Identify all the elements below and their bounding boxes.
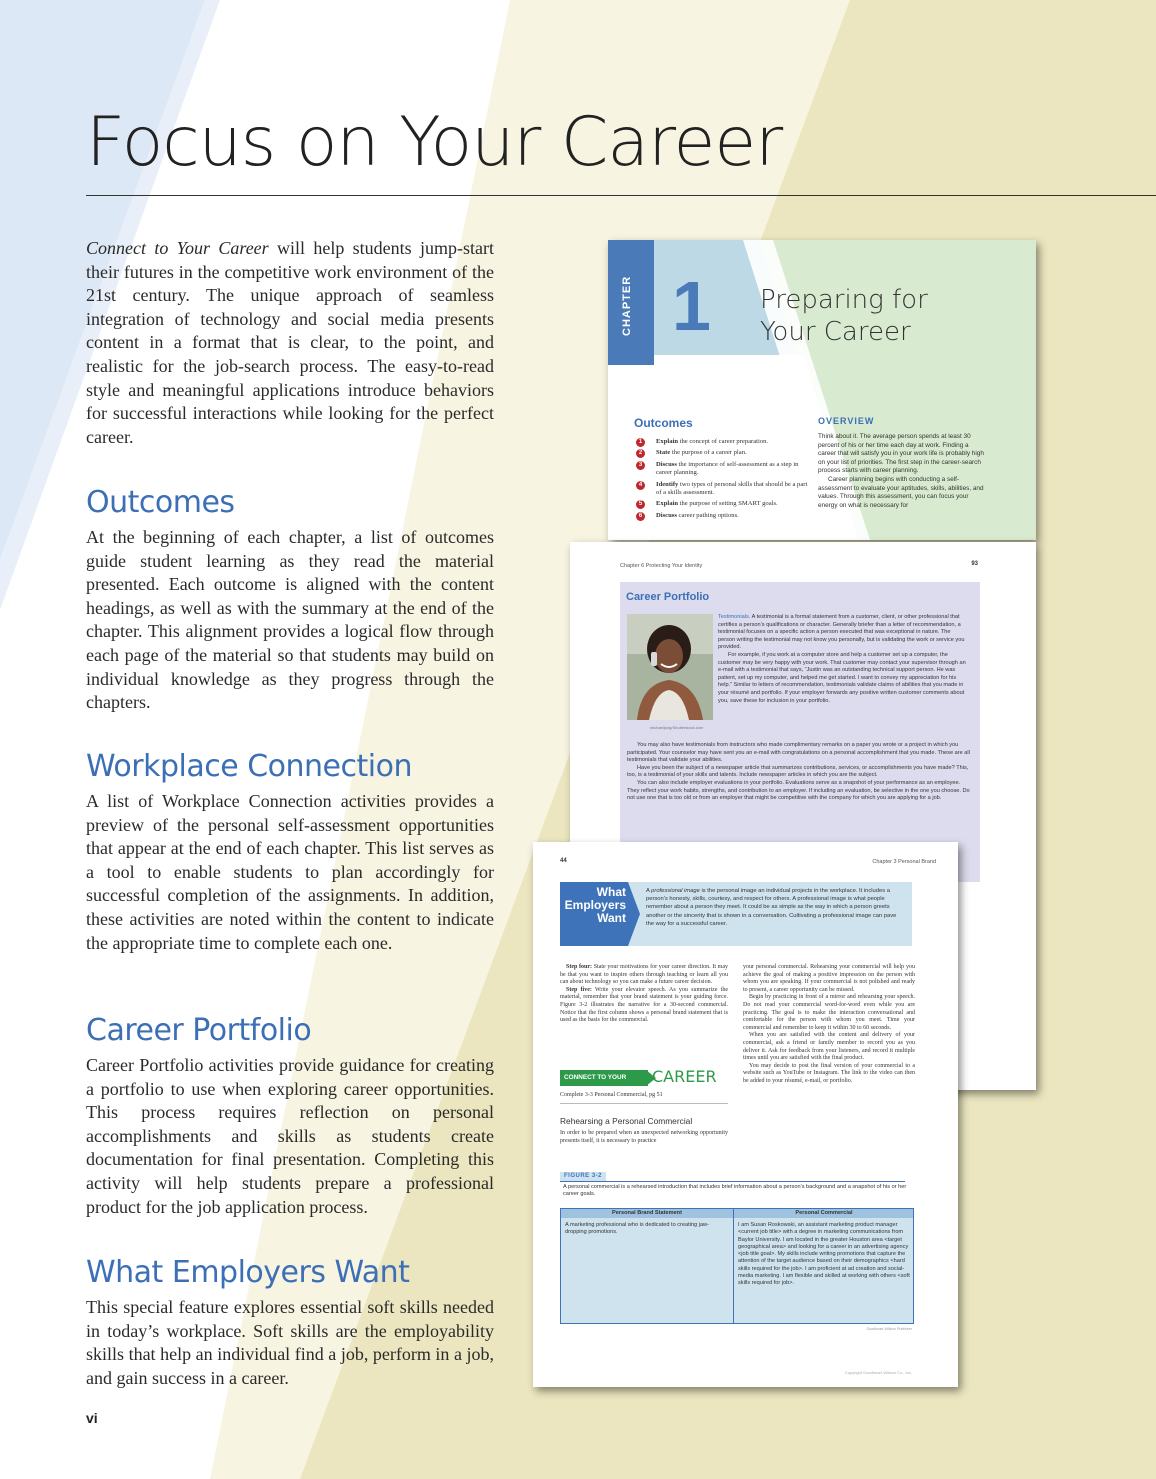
outcome-number-badge: 6	[636, 512, 645, 521]
connect-career-word: CAREER	[652, 1067, 717, 1086]
table-header-brand: Personal Brand Statement	[612, 1210, 682, 1216]
step-four-text: State your motivations for your career direction. It may be that you want to inspire others through teaching or learn all you can about technology so you can make a future career decision.	[560, 964, 728, 986]
figure-table	[560, 1208, 914, 1324]
outcome-verb: Explain	[656, 500, 678, 508]
rehearsing-intro: In order to be prepared when an unexpected networking opportunity presents itself, it is necessary to practice	[560, 1130, 728, 1144]
sample-page-chapter-opener	[608, 240, 1036, 540]
portfolio-paragraph-5: You can also include employer evaluations in your portfolio. Evaluations serve as a snapshot of your performance as an employee. They reflect your work habits, strengths, and contribution to an employer. If including an evaluation, be selective in the one you choose. Do not use one that is too old or from an employer that might be competitive with the company for which you are applying for a job.	[627, 779, 970, 802]
outcome-number-badge: 2	[636, 449, 645, 458]
chapter-title-line-1: Preparing for	[760, 285, 928, 315]
column-2-paragraph-2: Begin by practicing in front of a mirror and rehearsing your speech. Do not read your commercial word-for-word even while you are practicing. The goal is to make the interaction conversational and comfortable for the person with whom you meet. Time your commercial and remember to keep it within 30 to 60 seconds.	[743, 994, 915, 1031]
section-heading-career-portfolio: Career Portfolio	[86, 1013, 312, 1048]
overview-paragraph-1: Think about it. The average person spends at least 30 percent of his or her time each day at work. Finding a career that will satisfy you in your work life is probably high on your list of priorities. The first step in the career-search process starts with career planning.	[818, 433, 984, 475]
figure-label: FIGURE 3-2	[560, 1172, 606, 1181]
portfolio-paragraph-4: Have you been the subject of a newspaper article that summarizes contributions, services, or accomplishments you have made? This, too, is a testimonial of your skills and talents. Include newspaper articles in which you are the subject.	[627, 764, 969, 779]
outcome-number-badge: 3	[636, 461, 645, 470]
page-title: Focus on Your Career	[86, 103, 783, 182]
copyright-line: Copyright Goodheart-Willcox Co., Inc.	[844, 1370, 912, 1375]
chapter-number: 1	[672, 267, 711, 345]
page-folio: vi	[86, 1410, 98, 1426]
person-on-phone-illustration	[627, 614, 713, 720]
step-five-text: Write your elevator speech. As you summarize the material, remember that your brand statement is your guiding force. Figure 3-2 illustrates the narrative for a 30-second commercial. Notice that the first column shows a personal brand statement that is used as the basis for the commercial.	[560, 986, 728, 1024]
table-cell-brand-statement: A marketing professional who is dedicated to creating jaw-dropping promotions.	[565, 1222, 709, 1235]
wew-term: professional image	[651, 888, 700, 894]
portfolio-paragraph-1: A testimonial is a formal statement from a customer, client, or other professional that certifies a person’s qualifications or character. Generally briefer than a letter of recommendation, a testimonial focuses on a specific action a person executed that was exceptional in nature. The person writing the testimonial may not know you personally, but is validating the work or service you provided.	[718, 614, 965, 651]
wew-label-line-1: What	[596, 885, 626, 899]
title-rule	[86, 195, 1156, 196]
step-four-label: Step four:	[566, 964, 593, 970]
portfolio-bottom-text	[627, 742, 973, 803]
what-employers-want-box	[560, 882, 912, 946]
wew-label-line-3: Want	[597, 911, 626, 925]
outcome-text: two types of personal skills that should be a part of a skills assessment.	[656, 480, 808, 497]
outcome-text: the purpose of a career plan.	[670, 449, 747, 457]
career-portfolio-box	[620, 582, 980, 882]
chapter-label: CHAPTER	[621, 275, 633, 336]
portfolio-paragraph-2: For example, if you work at a computer store and help a customer set up a computer, the customer may be very happy with your work. That customer may contact your supervisor through an e-mail with a testimonial that says, “Justin was an outstanding technical support person. He was patient, set up my computer, and helped me get started. I want to convey my appreciation for his help.” Similar to letters of recommendation, testimonials validate claims of abilities that you made in your résumé and portfolio. If your employer forwards any positive written customer comments about you, save these for inclusion in your portfolio.	[718, 651, 966, 704]
overview-paragraph-2: Career planning begins with conducting a self-assessment to evaluate your aptitudes, skills, abilities, and values. Through this assessment, you can focus your energy on what is necessary for	[818, 475, 984, 509]
connect-reference: Complete 3-3 Personal Commercial, pg 51	[560, 1092, 728, 1104]
outcomes-heading: Outcomes	[634, 416, 693, 430]
figure-label-rule	[560, 1172, 905, 1182]
intro-paragraph	[86, 237, 494, 449]
wew-label	[564, 886, 626, 925]
outcome-verb: Explain	[656, 438, 678, 445]
outcome-item	[636, 461, 808, 478]
portfolio-paragraph-3: You may also have testimonials from instructors who made complimentary remarks on a paper you wrote or a project in which you participated. Your counselor may have sent you an e-mail with congratulations on a personal accomplishment that you made. These are all testimonials that validate your abilities.	[627, 742, 970, 764]
outcome-verb: Discuss	[656, 460, 677, 468]
outcome-item	[636, 438, 808, 446]
column-2-text	[743, 964, 915, 1086]
outcome-item	[636, 500, 808, 508]
running-head: Chapter 3 Personal Brand	[872, 859, 936, 865]
column-2-paragraph-1: your personal commercial. Rehearsing your commercial will help you achieve the goal of making a positive impression on the person with whom you are speaking. If your commercial is not polished and ready to present, a career opportunity can be missed.	[743, 964, 915, 993]
section-heading-what-employers-want: What Employers Want	[86, 1255, 410, 1290]
section-body-workplace-connection: A list of Workplace Connection activities provides a preview of the personal self-assessment opportunities that appear at the end of each chapter. This list serves as a tool to enable students to plan accordingly for successful completion of the assignments. In addition, these activities are noted within the content to indicate the appropriate time to complete each one.	[86, 791, 494, 953]
wew-text	[646, 887, 904, 928]
outcome-text: the importance of self-assessment as a step in career planning.	[656, 460, 799, 477]
table-cell-commercial: I am Susan Roskowski, an assistant marketing product manager <current job title> with a degree in marketing communications from Baylor University. I am located in the greater Houston area <target geographical area> and looking for a career in an advertising agency <job title goal>. My skills include writing promotions that capture the attention of the target audience based on their demographics <hard skills required for the job>. I am proficient at ad creation and social-media marketing. I am flexible and skilled at working with others <soft skills required for job>.	[738, 1222, 910, 1287]
column-1-text	[560, 964, 728, 1025]
outcome-number-badge: 4	[636, 481, 645, 490]
wew-text-body: is the personal image an individual projects in the workplace. It includes a person’s honesty, skills, courtesy, and respect for others. A professional image is what people remember about a person they meet. It could be as simple as the way in which a person greets another or the sincerity that is shown in a conversation. Cultivating a professional image can pave the way for a successful career.	[646, 888, 897, 927]
career-portfolio-heading: Career Portfolio	[626, 591, 710, 603]
column-2-paragraph-3: When you are satisfied with the content and delivery of your commercial, ask a friend or family member to record you as you deliver it. Ask for feedback from your listeners, and record it multiple times until you are satisfied with the final product.	[743, 1032, 915, 1062]
section-heading-outcomes: Outcomes	[86, 485, 235, 520]
outcome-item	[636, 481, 808, 498]
outcome-number-badge: 5	[636, 500, 645, 509]
photo-credit: michaeljung/Shutterstock.com	[650, 725, 704, 730]
outcome-verb: Identify	[656, 480, 679, 488]
testimonials-term: Testimonials.	[718, 614, 751, 620]
outcome-text: the concept of career preparation.	[678, 438, 769, 445]
rehearsing-subhead: Rehearsing a Personal Commercial	[560, 1116, 693, 1126]
outcome-item	[636, 512, 808, 520]
wew-text-pre: A	[646, 888, 652, 894]
step-five-label: Step five:	[566, 986, 592, 993]
outcome-text: the purpose of setting SMART goals.	[678, 500, 778, 508]
overview-heading: OVERVIEW	[818, 416, 875, 426]
page-number: 93	[971, 561, 978, 567]
running-head: Chapter 6 Protecting Your Identity	[620, 563, 703, 569]
outcome-item	[636, 449, 808, 457]
overview-text	[818, 433, 988, 510]
outcome-text: career pathing options.	[676, 511, 739, 519]
outcomes-list	[636, 438, 808, 523]
sample-page-personal-brand	[533, 842, 958, 1387]
column-2-paragraph-4: You may decide to post the final version of your commercial to a website such as YouTube or Instagram. The link to the video can then be added to your résumé, e-mail, or portfolio.	[743, 1062, 915, 1084]
intro-text: will help students jump-start their futures in the competitive work environment of the 21st century. The unique approach of seamless integration of technology and social media presents content in a format that is clear, to the point, and realistic for the job-search process. The easy-to-read style and meaningful applications introduce behaviors for successful interactions while looking for the perfect career.	[86, 238, 494, 447]
outcome-verb: Discuss	[656, 511, 677, 519]
section-body-career-portfolio: Career Portfolio activities provide guidance for creating a portfolio to use when exploring career opportunities. This process requires reflection on personal accomplishments and skills as students create documentation for final presentation. Completing this activity will help students prepare a professional product for the job application process.	[86, 1055, 494, 1217]
outcome-verb: State	[656, 449, 671, 457]
portfolio-top-text	[718, 614, 968, 705]
chapter-title	[760, 284, 928, 348]
outcome-number-badge: 1	[636, 438, 645, 447]
section-body-what-employers-want: This special feature explores essential soft skills needed in today’s workplace. Soft skills are the employability skills that help an individual find a job, perform in a job, and gain success in a career.	[86, 1297, 494, 1388]
page-number: 44	[560, 858, 567, 864]
wew-label-line-2: Employers	[564, 898, 626, 912]
book-title: Connect to Your Career	[86, 238, 269, 258]
connect-to-your-career-banner	[560, 1068, 728, 1088]
connect-label: CONNECT TO YOUR	[564, 1074, 627, 1081]
section-body-outcomes: At the beginning of each chapter, a list of outcomes guide student learning as they read the material presented. Each outcome is aligned with the content headings, as well as with the summary at the end of the chapter. This alignment provides a logical flow through each page of the material so that students may build on individual knowledge as they progress through the chapters.	[86, 527, 494, 713]
table-header-commercial: Personal Commercial	[795, 1210, 853, 1216]
figure-caption: A personal commercial is a rehearsed introduction that includes brief information about a person’s background and a snapshot of his or her career goals.	[563, 1184, 907, 1197]
figure-credit: Goodheart-Willcox Publisher	[866, 1327, 912, 1331]
section-heading-workplace-connection: Workplace Connection	[86, 749, 412, 784]
chapter-tab	[608, 240, 654, 365]
table-divider	[733, 1209, 734, 1323]
portfolio-photo	[627, 614, 713, 720]
chapter-title-line-2: Your Career	[760, 317, 911, 347]
